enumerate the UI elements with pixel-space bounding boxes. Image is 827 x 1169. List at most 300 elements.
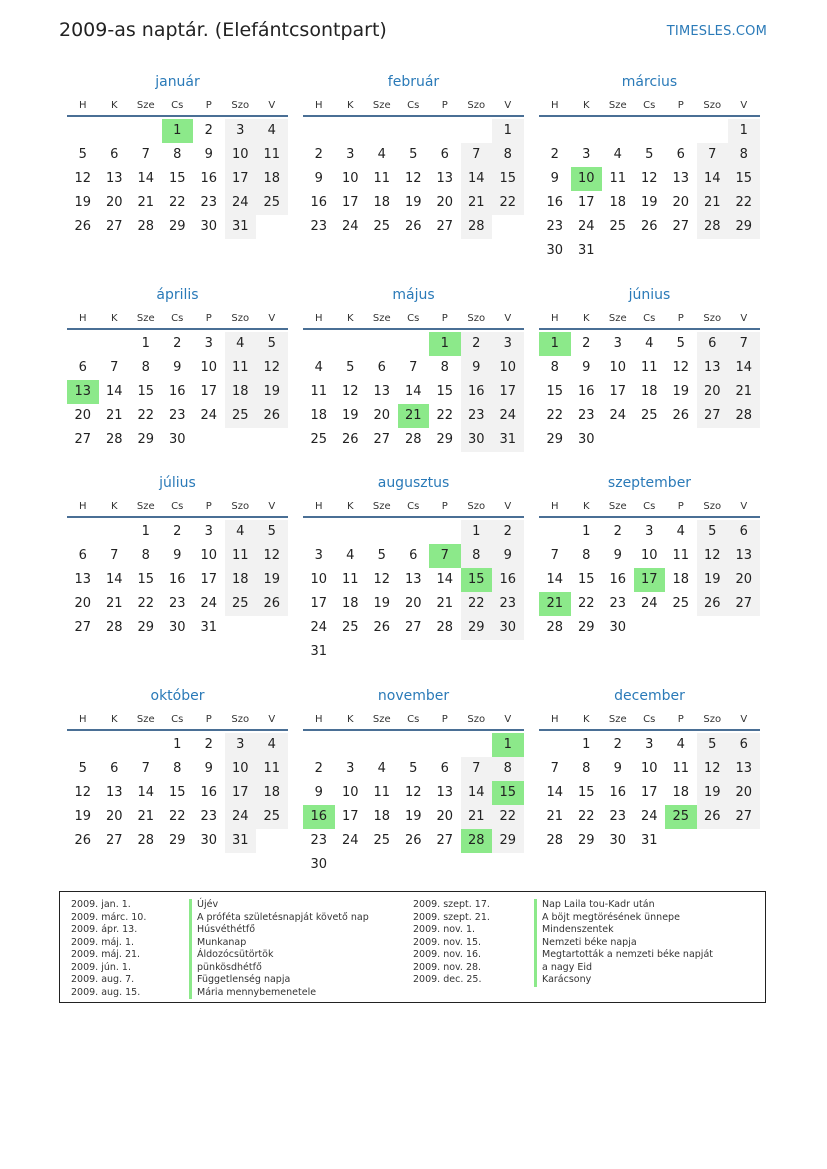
day-cell: 10: [640, 761, 658, 776]
day-cell: 25: [256, 805, 288, 829]
day-cell: 4: [256, 119, 288, 143]
day-cell: 7: [141, 761, 150, 776]
day-cell: 27: [436, 219, 454, 234]
weekday-label: Szo: [231, 714, 250, 725]
day-cell: 17: [341, 809, 359, 824]
day-cell: 14: [137, 171, 155, 186]
weekday-label: Szo: [231, 313, 250, 324]
day-grid: [539, 520, 760, 640]
day-cell: 7: [141, 147, 150, 162]
day-cell: 21: [697, 191, 729, 215]
day-cell: 16: [577, 384, 595, 399]
day-cell: 18: [256, 781, 288, 805]
holiday-date: 2009. nov. 1.: [413, 924, 476, 935]
day-cell: 21: [105, 596, 123, 611]
day-cell: 22: [728, 191, 760, 215]
day-cell: 3: [582, 147, 591, 162]
day-cell: 10: [640, 548, 658, 563]
holiday-name: Nap Laila tou-Kadr után: [542, 899, 655, 910]
day-cell: 8: [173, 761, 182, 776]
holiday-date: 2009. szept. 17.: [413, 899, 490, 910]
day-cell: 25: [373, 833, 391, 848]
weekday-label: Szo: [467, 714, 486, 725]
day-cell: 13: [728, 544, 760, 568]
weekday-label: Szo: [703, 714, 722, 725]
day-cell: 23: [609, 809, 627, 824]
day-cell: 2: [204, 123, 213, 138]
day-cell: 17: [200, 384, 218, 399]
weekday-label: K: [346, 501, 354, 512]
day-cell: 26: [404, 833, 422, 848]
day-cell: 20: [728, 568, 760, 592]
weekday-label: Sze: [608, 100, 627, 111]
day-empty: [539, 119, 571, 143]
day-empty: [99, 332, 131, 356]
day-cell: 14: [404, 384, 422, 399]
day-cell: 28: [436, 620, 454, 635]
day-empty: [398, 733, 430, 757]
day-cell: 17: [492, 380, 524, 404]
day-cell: 30: [577, 432, 595, 447]
day-grid: [539, 119, 760, 263]
day-cell: 4: [676, 524, 685, 539]
day-empty: [99, 119, 131, 143]
day-cell: 10: [609, 360, 627, 375]
holiday-date: 2009. ápr. 13.: [71, 924, 138, 935]
day-grid: [67, 733, 288, 853]
day-cell: 31: [225, 215, 257, 239]
day-cell: 29: [577, 833, 595, 848]
day-cell: 30: [168, 432, 186, 447]
holiday-name: Függetlenség napja: [197, 974, 291, 985]
day-cell: 2: [173, 336, 182, 351]
holiday-day-cell: 28: [461, 829, 493, 853]
day-empty: [665, 119, 697, 143]
day-empty: [571, 119, 603, 143]
day-empty: [429, 520, 461, 544]
day-cell: 19: [373, 596, 391, 611]
weekday-label: K: [346, 313, 354, 324]
day-cell: 1: [728, 119, 760, 143]
day-cell: 30: [310, 857, 328, 872]
day-cell: 11: [373, 171, 391, 186]
weekday-label: K: [346, 100, 354, 111]
day-cell: 7: [728, 332, 760, 356]
day-cell: 14: [728, 356, 760, 380]
weekday-label: H: [314, 501, 323, 512]
day-cell: 26: [373, 620, 391, 635]
day-cell: 2: [550, 147, 559, 162]
day-cell: 1: [461, 520, 493, 544]
month-block: [303, 473, 524, 664]
day-empty: [539, 520, 571, 544]
day-cell: 21: [436, 596, 454, 611]
day-cell: 29: [577, 620, 595, 635]
day-cell: 15: [728, 167, 760, 191]
day-cell: 15: [137, 384, 155, 399]
day-cell: 26: [256, 404, 288, 428]
weekday-label: V: [268, 313, 276, 324]
day-cell: 28: [546, 620, 564, 635]
weekday-label: H: [78, 100, 87, 111]
day-cell: 24: [341, 219, 359, 234]
weekday-label: K: [110, 501, 118, 512]
day-cell: 3: [346, 761, 355, 776]
day-cell: 2: [314, 147, 323, 162]
day-cell: 27: [105, 833, 123, 848]
day-empty: [366, 119, 398, 143]
holiday-name: a nagy Eid: [542, 961, 593, 973]
day-cell: 9: [173, 360, 182, 375]
day-cell: 13: [436, 785, 454, 800]
weekday-label: Sze: [136, 714, 155, 725]
day-cell: 1: [582, 737, 591, 752]
day-empty: [67, 119, 99, 143]
weekday-label: Cs: [643, 313, 656, 324]
weekday-label: Szo: [703, 100, 722, 111]
day-cell: 1: [582, 524, 591, 539]
day-cell: 10: [492, 356, 524, 380]
day-cell: 16: [609, 572, 627, 587]
day-cell: 26: [697, 592, 729, 616]
weekday-label: H: [78, 714, 87, 725]
day-cell: 28: [404, 432, 422, 447]
weekday-label: H: [550, 100, 559, 111]
weekday-label: P: [441, 100, 448, 111]
day-cell: 25: [609, 219, 627, 234]
day-cell: 9: [492, 544, 524, 568]
day-empty: [335, 733, 367, 757]
holiday-date: 2009. nov. 15.: [413, 936, 482, 948]
month-name: november: [377, 688, 450, 704]
day-cell: 6: [440, 147, 449, 162]
day-cell: 22: [577, 809, 595, 824]
day-cell: 24: [577, 219, 595, 234]
day-cell: 6: [728, 520, 760, 544]
day-cell: 25: [640, 408, 658, 423]
day-cell: 8: [492, 143, 524, 167]
weekday-label: K: [582, 313, 590, 324]
day-cell: 6: [409, 548, 418, 563]
day-cell: 6: [440, 761, 449, 776]
holiday-date: 2009. dec. 25.: [413, 974, 482, 985]
day-cell: 5: [697, 520, 729, 544]
day-empty: [634, 119, 666, 143]
day-cell: 4: [676, 737, 685, 752]
day-cell: 28: [105, 620, 123, 635]
day-cell: 5: [697, 733, 729, 757]
day-cell: 14: [546, 572, 564, 587]
day-cell: 18: [609, 195, 627, 210]
day-cell: 19: [256, 380, 288, 404]
day-cell: 29: [137, 432, 155, 447]
weekday-label: H: [78, 313, 87, 324]
day-cell: 31: [225, 829, 257, 853]
day-cell: 22: [137, 596, 155, 611]
day-empty: [366, 332, 398, 356]
day-cell: 18: [256, 167, 288, 191]
day-cell: 5: [645, 147, 654, 162]
day-cell: 7: [461, 757, 493, 781]
month-block: [67, 473, 288, 640]
day-cell: 15: [168, 785, 186, 800]
holiday-day-cell: 15: [492, 781, 524, 805]
day-cell: 8: [492, 757, 524, 781]
day-empty: [429, 733, 461, 757]
day-cell: 21: [461, 191, 493, 215]
weekday-label: Cs: [643, 100, 656, 111]
day-cell: 3: [204, 524, 213, 539]
weekday-label: P: [677, 501, 684, 512]
weekday-label: Cs: [407, 313, 420, 324]
holiday-day-cell: 1: [429, 332, 461, 356]
day-cell: 5: [377, 548, 386, 563]
day-cell: 28: [137, 833, 155, 848]
day-cell: 4: [377, 147, 386, 162]
weekday-header: [539, 97, 760, 117]
day-cell: 12: [341, 384, 359, 399]
holiday-date: 2009. szept. 21.: [413, 911, 490, 923]
day-cell: 25: [341, 620, 359, 635]
day-cell: 16: [310, 195, 328, 210]
day-cell: 15: [168, 171, 186, 186]
weekday-label: P: [441, 714, 448, 725]
day-cell: 8: [728, 143, 760, 167]
day-cell: 5: [409, 147, 418, 162]
day-cell: 26: [341, 432, 359, 447]
day-empty: [461, 733, 493, 757]
day-cell: 13: [74, 572, 92, 587]
weekday-header: [67, 498, 288, 518]
holiday-date: 2009. jan. 1.: [71, 899, 131, 910]
weekday-label: H: [550, 501, 559, 512]
day-cell: 9: [314, 171, 323, 186]
day-cell: 18: [672, 572, 690, 587]
holiday-date: 2009. aug. 7.: [71, 974, 135, 985]
day-empty: [602, 119, 634, 143]
day-cell: 13: [105, 171, 123, 186]
day-cell: 15: [436, 384, 454, 399]
day-cell: 24: [200, 596, 218, 611]
day-cell: 7: [550, 548, 559, 563]
weekday-label: V: [740, 313, 748, 324]
day-cell: 11: [373, 785, 391, 800]
weekday-label: Cs: [407, 100, 420, 111]
day-empty: [335, 332, 367, 356]
day-cell: 10: [225, 143, 257, 167]
holiday-name: Karácsony: [542, 974, 592, 985]
day-cell: 28: [105, 432, 123, 447]
day-cell: 30: [609, 620, 627, 635]
day-empty: [697, 119, 729, 143]
day-cell: 24: [225, 805, 257, 829]
day-cell: 3: [346, 147, 355, 162]
weekday-label: P: [677, 313, 684, 324]
holiday-day-cell: 1: [539, 332, 571, 356]
day-cell: 6: [110, 147, 119, 162]
holiday-date: 2009. aug. 15.: [71, 986, 141, 998]
day-cell: 19: [697, 781, 729, 805]
day-grid: [303, 119, 524, 239]
day-cell: 26: [74, 219, 92, 234]
day-cell: 22: [492, 805, 524, 829]
day-cell: 16: [168, 384, 186, 399]
weekday-header: [303, 97, 524, 117]
weekday-label: P: [205, 313, 212, 324]
day-cell: 28: [461, 215, 493, 239]
day-cell: 24: [492, 404, 524, 428]
day-cell: 14: [697, 167, 729, 191]
weekday-label: P: [677, 714, 684, 725]
weekday-label: Sze: [608, 313, 627, 324]
day-cell: 12: [256, 356, 288, 380]
day-cell: 11: [256, 757, 288, 781]
holiday-day-cell: 10: [571, 167, 603, 191]
day-cell: 27: [697, 404, 729, 428]
day-cell: 9: [613, 548, 622, 563]
weekday-header: [67, 97, 288, 117]
weekday-label: K: [110, 100, 118, 111]
day-cell: 6: [697, 332, 729, 356]
weekday-label: P: [205, 714, 212, 725]
day-empty: [67, 332, 99, 356]
weekday-label: H: [550, 714, 559, 725]
weekday-label: H: [314, 714, 323, 725]
day-cell: 19: [697, 568, 729, 592]
day-cell: 12: [256, 544, 288, 568]
day-cell: 11: [225, 544, 257, 568]
day-cell: 5: [256, 520, 288, 544]
holiday-name: pünkösdhétfő: [197, 961, 262, 973]
month-block: [67, 686, 288, 853]
day-cell: 29: [546, 432, 564, 447]
month-name: július: [159, 475, 196, 491]
weekday-label: P: [441, 313, 448, 324]
day-cell: 14: [461, 781, 493, 805]
day-cell: 12: [74, 171, 92, 186]
day-cell: 3: [314, 548, 323, 563]
day-cell: 19: [74, 195, 92, 210]
holiday-day-cell: 7: [429, 544, 461, 568]
day-cell: 26: [640, 219, 658, 234]
day-cell: 12: [697, 757, 729, 781]
day-cell: 10: [310, 572, 328, 587]
weekday-label: V: [268, 100, 276, 111]
holiday-day-cell: 15: [461, 568, 493, 592]
day-cell: 14: [461, 167, 493, 191]
day-cell: 8: [440, 360, 449, 375]
weekday-label: Szo: [231, 100, 250, 111]
day-cell: 16: [492, 568, 524, 592]
month-name: január: [155, 74, 200, 90]
weekday-label: H: [314, 100, 323, 111]
day-cell: 3: [613, 336, 622, 351]
weekday-header: [539, 498, 760, 518]
day-cell: 31: [640, 833, 658, 848]
day-cell: 4: [225, 332, 257, 356]
day-cell: 14: [546, 785, 564, 800]
day-cell: 9: [314, 785, 323, 800]
day-cell: 4: [346, 548, 355, 563]
weekday-label: Sze: [372, 501, 391, 512]
day-empty: [539, 733, 571, 757]
day-cell: 30: [461, 428, 493, 452]
day-cell: 2: [492, 520, 524, 544]
day-cell: 21: [105, 408, 123, 423]
holiday-day-cell: 25: [665, 805, 697, 829]
month-name: február: [387, 74, 440, 90]
day-cell: 11: [672, 548, 690, 563]
day-cell: 23: [200, 809, 218, 824]
day-cell: 30: [546, 243, 564, 258]
day-cell: 29: [168, 219, 186, 234]
weekday-header: [303, 498, 524, 518]
weekday-label: Sze: [372, 313, 391, 324]
day-cell: 2: [582, 336, 591, 351]
site-link[interactable]: TIMESLES.COM: [666, 24, 767, 39]
day-cell: 27: [672, 219, 690, 234]
day-cell: 1: [492, 119, 524, 143]
day-cell: 11: [341, 572, 359, 587]
day-cell: 13: [728, 757, 760, 781]
day-cell: 2: [204, 737, 213, 752]
day-cell: 7: [550, 761, 559, 776]
holiday-name: Munkanap: [197, 936, 247, 948]
day-cell: 22: [577, 596, 595, 611]
day-cell: 2: [613, 737, 622, 752]
day-cell: 19: [256, 568, 288, 592]
day-cell: 31: [577, 243, 595, 258]
day-cell: 9: [461, 356, 493, 380]
day-grid: [67, 520, 288, 640]
day-cell: 16: [461, 380, 493, 404]
day-cell: 28: [728, 404, 760, 428]
weekday-label: Cs: [643, 501, 656, 512]
day-cell: 6: [377, 360, 386, 375]
day-cell: 11: [609, 171, 627, 186]
day-empty: [461, 119, 493, 143]
day-cell: 24: [640, 809, 658, 824]
day-cell: 4: [377, 761, 386, 776]
holiday-name: Mindenszentek: [542, 924, 614, 935]
day-cell: 2: [461, 332, 493, 356]
holiday-day-cell: 1: [162, 119, 194, 143]
day-cell: 23: [168, 596, 186, 611]
day-cell: 22: [168, 195, 186, 210]
day-cell: 30: [492, 616, 524, 640]
weekday-label: Szo: [703, 501, 722, 512]
holiday-date: 2009. nov. 16.: [413, 949, 482, 960]
page-title: 2009-as naptár. (Elefántcsontpart): [59, 19, 387, 41]
day-cell: 6: [728, 733, 760, 757]
day-cell: 16: [609, 785, 627, 800]
weekday-header: [67, 310, 288, 330]
day-cell: 24: [310, 620, 328, 635]
day-cell: 29: [436, 432, 454, 447]
day-cell: 14: [105, 384, 123, 399]
month-block: [67, 285, 288, 452]
day-cell: 25: [310, 432, 328, 447]
day-cell: 1: [141, 524, 150, 539]
day-cell: 27: [436, 833, 454, 848]
day-cell: 5: [409, 761, 418, 776]
weekday-label: Szo: [703, 313, 722, 324]
weekday-label: Szo: [467, 100, 486, 111]
day-cell: 2: [314, 761, 323, 776]
day-empty: [398, 520, 430, 544]
holiday-name: Megtartották a nemzeti béke napját: [542, 949, 713, 960]
day-cell: 8: [141, 360, 150, 375]
